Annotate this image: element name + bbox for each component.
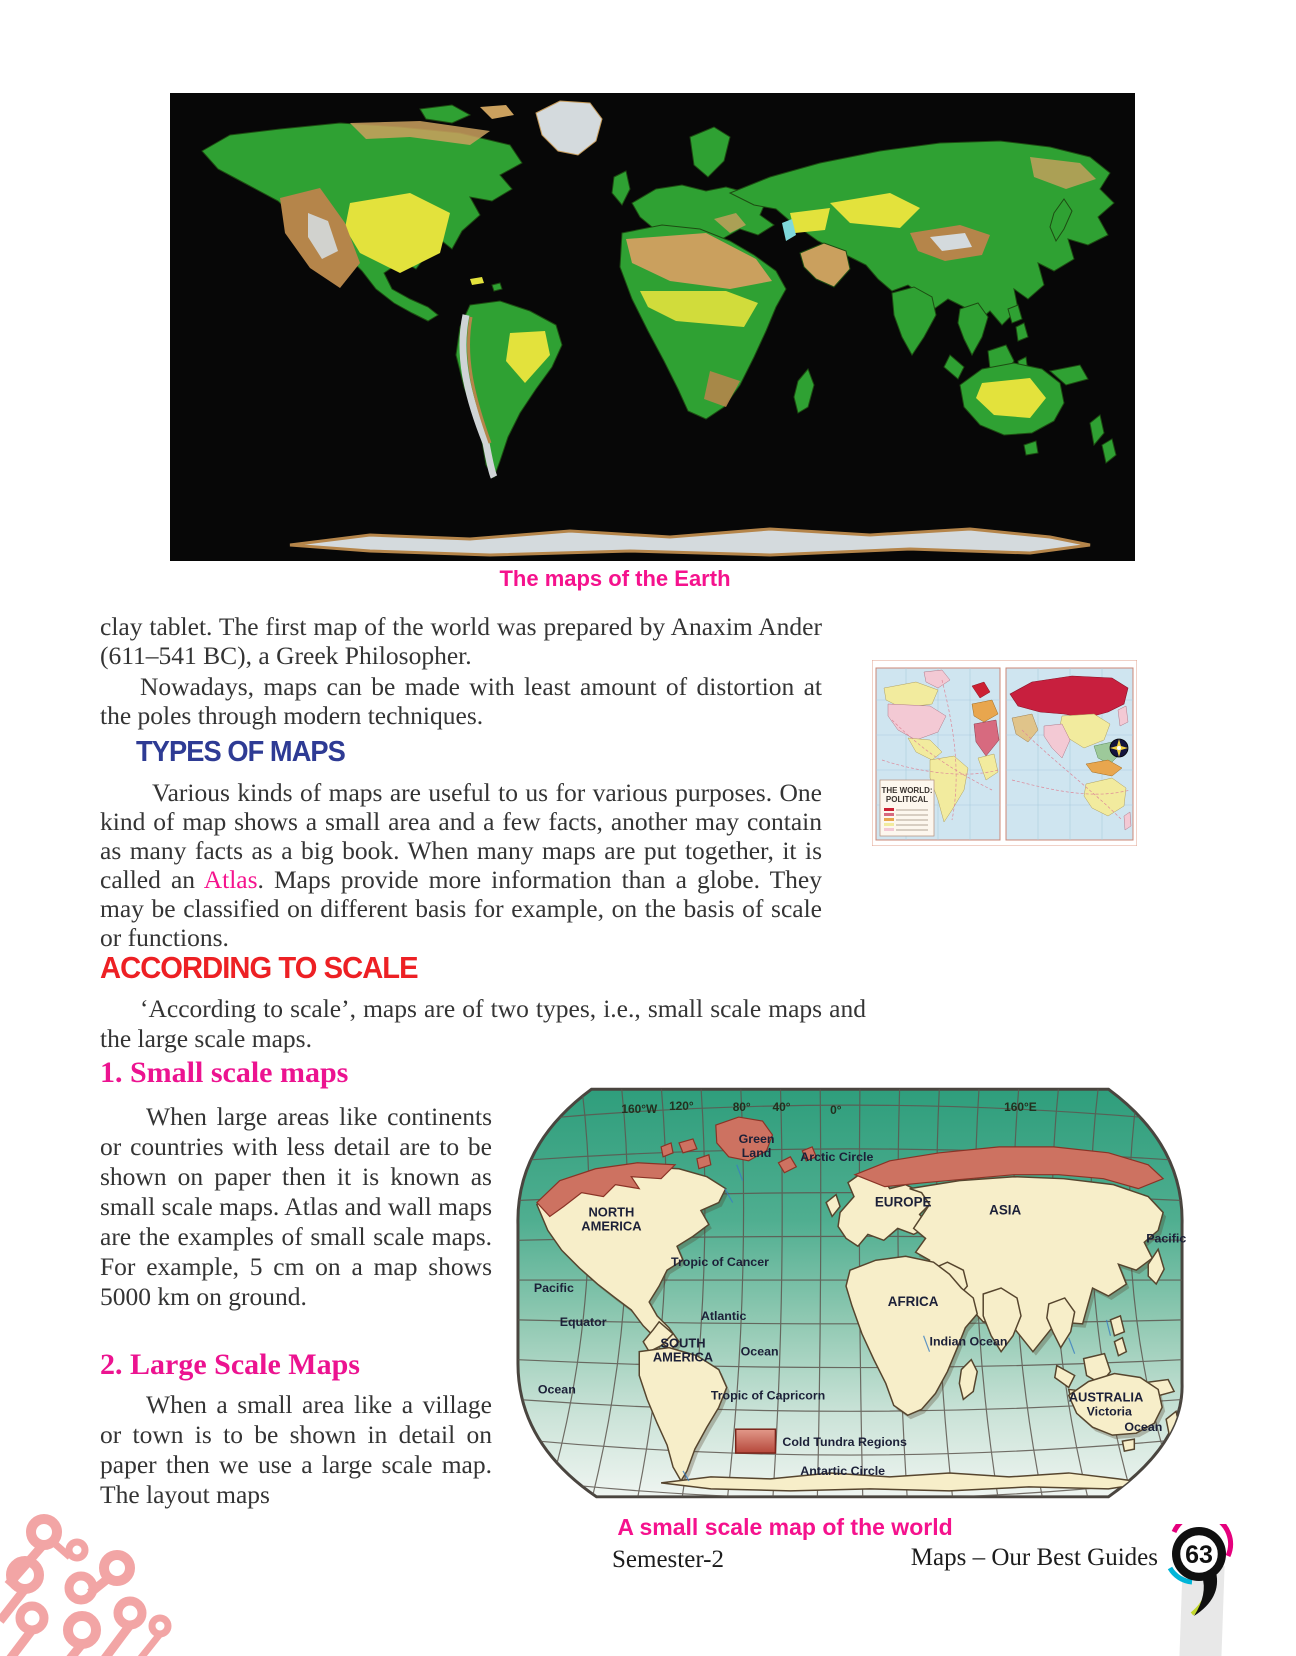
label-greenland-1: Green <box>738 1131 775 1146</box>
inset-left-panel <box>876 668 1000 840</box>
label-ocean-right: Ocean <box>1124 1420 1163 1435</box>
label-south-america-1: SOUTH <box>660 1335 706 1351</box>
paragraph-clay-tablet: clay tablet. The first map of the world was prepared by Anaxim Ander (611–541 BC), a Greek Philosopher. <box>100 612 822 670</box>
lon-160e: 160°E <box>1004 1100 1037 1115</box>
lon-40: 40° <box>772 1100 791 1115</box>
paragraph-various-kinds-text: Various kinds of maps are useful to us for various purposes. One kind of map shows a small area and a few facts, another may contain as many facts as a big book. When many maps are put together, it is called an <box>100 778 822 894</box>
according-to-scale-heading: ACCORDING TO SCALE <box>100 950 418 985</box>
label-europe: EUROPE <box>874 1194 932 1210</box>
lon-80: 80° <box>732 1100 751 1115</box>
label-ocean-mid: Ocean <box>740 1344 779 1359</box>
lon-160w: 160°W <box>621 1102 658 1117</box>
footer-book-title: Maps – Our Best Guides <box>910 1544 1158 1571</box>
lon-0: 0° <box>830 1103 842 1118</box>
label-africa: AFRICA <box>887 1293 939 1309</box>
paragraph-according-to-scale: ‘According to scale’, maps are of two types, i.e., small scale maps and the large scale maps. <box>100 994 866 1053</box>
page-number-badge <box>1152 1524 1248 1636</box>
types-of-maps-heading: TYPES OF MAPS <box>136 736 345 768</box>
inset-title-line2: POLITICAL <box>885 795 929 804</box>
label-atlantic: Atlantic <box>700 1308 747 1323</box>
world-political-inset-map <box>872 660 1137 846</box>
paragraph-various-kinds-tail: . Maps provide more information than a globe. They may be classified on different basis for example, on the basis of scale or functions. <box>100 865 822 952</box>
label-indian-ocean: Indian Ocean <box>929 1334 1008 1349</box>
paragraph-nowadays: Nowadays, maps can be made with least amount of distortion at the poles through modern techniques. <box>100 672 822 730</box>
label-australia: AUSTRALIA <box>1068 1389 1144 1405</box>
label-north-america-1: NORTH <box>588 1204 635 1220</box>
inset-title-line1: THE WORLD: <box>881 786 933 795</box>
label-greenland-2: Land <box>741 1145 772 1160</box>
label-ocean-left: Ocean <box>537 1382 576 1397</box>
paragraph-large-scale: When a small area like a village or town is to be shown in detail on paper then we use a large scale map. The layout maps <box>100 1390 492 1509</box>
label-arctic-circle: Arctic Circle <box>800 1149 874 1164</box>
inset-title-box <box>880 780 934 836</box>
label-equator: Equator <box>559 1314 607 1329</box>
inset-right-panel <box>1006 668 1133 840</box>
label-asia: ASIA <box>989 1202 1022 1218</box>
bottom-map-caption: A small scale map of the world <box>617 1514 953 1540</box>
corner-decoration-circles <box>0 1421 200 1656</box>
paragraph-small-scale: When large areas like continents or countries with less detail are to be shown on paper then it is known as small scale maps. Atlas and wall maps are the examples of small scale maps. For example, 5 cm on a map shows 5000 km on ground. <box>100 1102 492 1311</box>
tundra-legend-swatch <box>736 1429 776 1453</box>
compass-rose-icon <box>1110 739 1128 757</box>
label-south-america-2: AMERICA <box>652 1349 714 1365</box>
page-number: 63 <box>1185 1541 1213 1569</box>
earth-satellite-map <box>170 93 1135 561</box>
label-antartic-circle: Antartic Circle <box>800 1463 886 1478</box>
atlas-keyword: Atlas <box>203 865 258 894</box>
paragraph-various-kinds <box>100 778 822 952</box>
footer-semester: Semester-2 <box>612 1546 724 1573</box>
label-tropic-cancer: Tropic of Cancer <box>671 1255 769 1270</box>
small-scale-maps-heading: 1. Small scale maps <box>100 1056 349 1089</box>
label-pacific-right: Pacific <box>1146 1231 1187 1246</box>
label-pacific-left: Pacific <box>533 1281 574 1296</box>
top-map-caption: The maps of the Earth <box>499 566 731 591</box>
label-tundra-legend: Cold Tundra Regions <box>782 1435 907 1450</box>
label-north-america-2: AMERICA <box>581 1218 642 1234</box>
label-tropic-capricorn: Tropic of Capricorn <box>710 1388 826 1403</box>
small-scale-world-map <box>512 1084 1188 1506</box>
label-victoria: Victoria <box>1086 1404 1132 1419</box>
large-scale-maps-heading: 2. Large Scale Maps <box>100 1348 360 1381</box>
lon-120: 120° <box>669 1099 694 1114</box>
